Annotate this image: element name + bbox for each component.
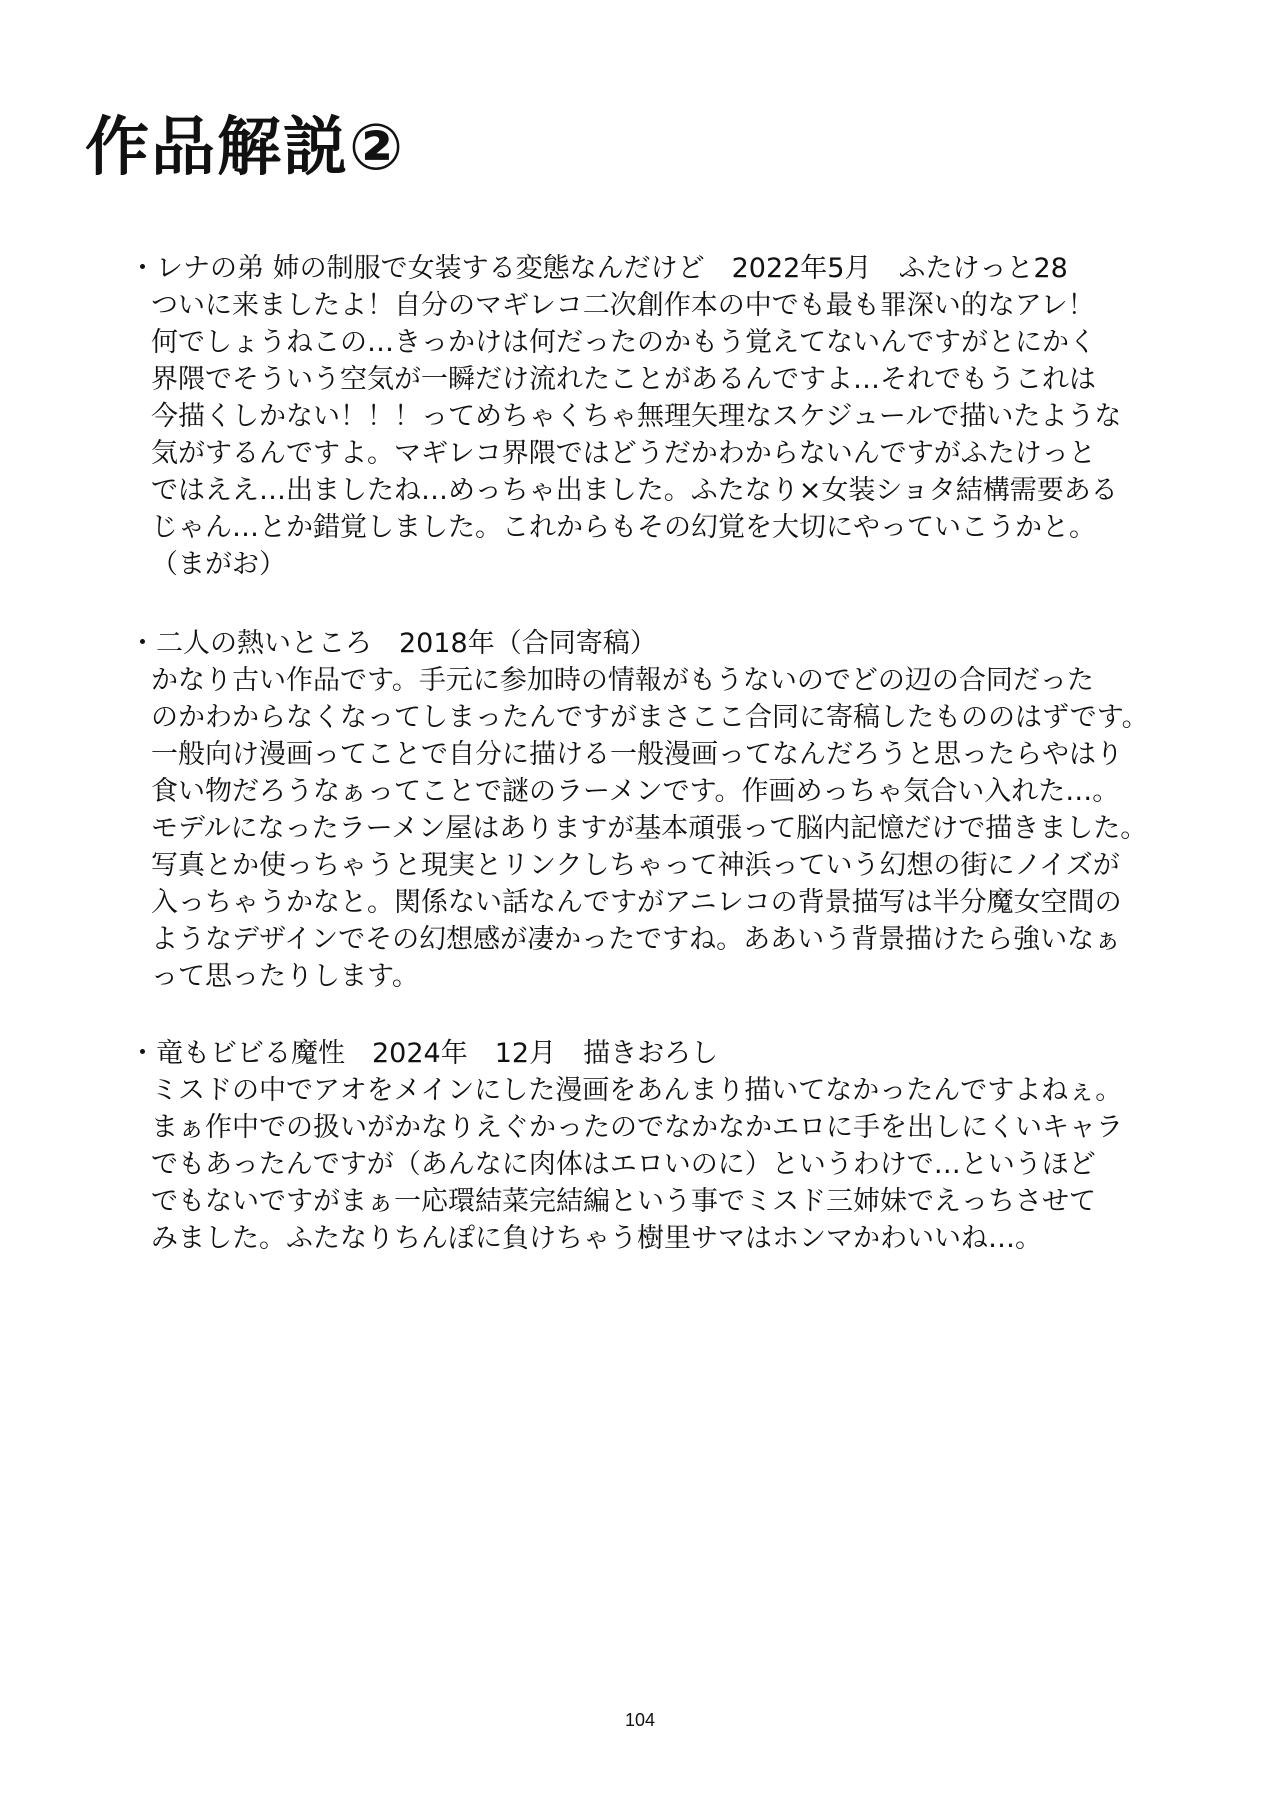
section-text-line: でもないですがまぁ一応環結菜完結編という事でミスド三姉妹でえっちさせて	[151, 1186, 1096, 1217]
section-text-line: ようなデザインでその幻想感が凄かったですね。ああいう背景描けたら強いなぁ	[151, 924, 1122, 955]
commentary-section	[115, 625, 1215, 995]
section-text-line: って思ったりします。	[151, 961, 419, 992]
section-text-line: ではええ…出ましたね…めっちゃ出ました。ふたなり×女装ショタ結構需要ある	[151, 475, 1118, 506]
section-text-line: 一般向け漫画ってことで自分に描ける一般漫画ってなんだろうと思ったらやはり	[151, 739, 1123, 770]
section-text-line: まぁ作中での扱いがかなりえぐかったのでなかなかエロに手を出しにくいキャラ	[151, 1112, 1123, 1143]
section-heading: ・二人の熱いところ 2018年（合同寄稿）	[129, 628, 657, 659]
commentary-section	[115, 1035, 1215, 1257]
section-text-line: みました。ふたなりちんぽに負けちゃう樹里サマはホンマかわいいね…。	[151, 1223, 1042, 1254]
section-text-line: でもあったんですが（あんなに肉体はエロいのに）というわけで…というほど	[151, 1149, 1096, 1180]
section-text-line: 写真とか使っちゃうと現実とリンクしちゃって神浜っていう幻想の街にノイズが	[151, 850, 1120, 881]
section-text-line: 界隈でそういう空気が一瞬だけ流れたことがあるんですよ…それでもうこれは	[151, 364, 1096, 395]
section-text-line: 今描くしかない！！！ってめちゃくちゃ無理矢理なスケジュールで描いたような	[151, 401, 1122, 432]
commentary-section	[115, 250, 1215, 583]
section-text-line: ミスドの中でアオをメインにした漫画をあんまり描いてなかったんですよねぇ。	[151, 1075, 1123, 1106]
section-heading: ・竜もビビる魔性 2024年 12月 描きおろし	[129, 1038, 719, 1069]
section-text-line: 何でしょうねこの…きっかけは何だったのかもう覚えてないんですがとにかく	[151, 327, 1096, 358]
page-title: 作品解説②	[85, 111, 406, 185]
section-text-line: かなり古い作品です。手元に参加時の情報がもうないのでどの辺の合同だった	[151, 665, 1094, 696]
section-text-line: モデルになったラーメン屋はありますが基本頑張って脳内記憶だけで描きました。	[151, 813, 1148, 844]
section-heading: ・レナの弟 姉の制服で女装する変態なんだけど 2022年5月 ふたけっと28	[129, 253, 1068, 284]
section-text-line: 入っちゃうかなと。関係ない話なんですがアニレコの背景描写は半分魔女空間の	[151, 887, 1122, 918]
page-number: 104	[624, 1710, 656, 1730]
section-text-line: ついに来ましたよ！自分のマギレコ二次創作本の中でも最も罪深い的なアレ！	[151, 290, 1095, 321]
section-text-line: （まがお）	[151, 549, 286, 580]
section-text-line: じゃん…とか錯覚しました。これからもその幻覚を大切にやっていこうかと。	[151, 512, 1096, 543]
section-text-line: 気がするんですよ。マギレコ界隈ではどうだかわからないんですがふたけっと	[151, 438, 1096, 469]
section-text-line: のかわからなくなってしまったんですがまさここ合同に寄稿したもののはずです。	[151, 702, 1149, 733]
section-text-line: 食い物だろうなぁってことで謎のラーメンです。作画めっちゃ気合い入れた…。	[151, 776, 1120, 807]
